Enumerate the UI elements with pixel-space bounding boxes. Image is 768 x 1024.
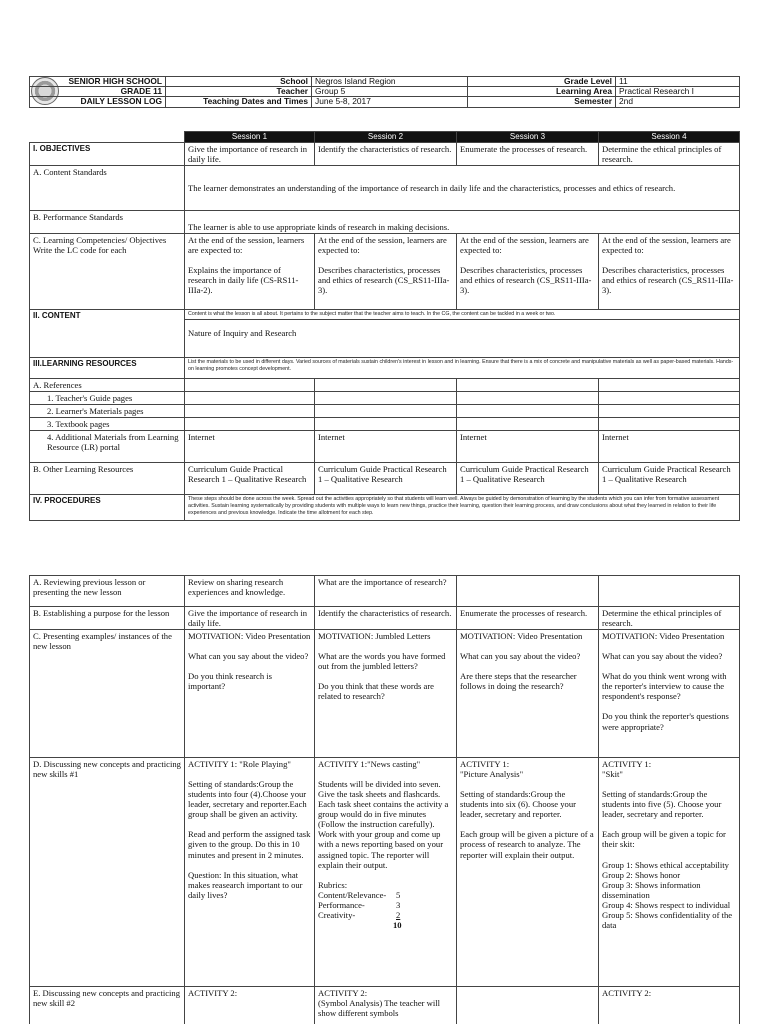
review-cell <box>457 576 599 607</box>
session-header-2: Session 2 <box>315 132 457 143</box>
purpose-label: B. Establishing a purpose for the lesson <box>30 607 185 630</box>
objective-cell: Determine the ethical principles of research. <box>599 143 740 166</box>
competency-cell: At the end of the session, learners are expected to: Explains the importance of research in daily life (CS-RS11-IIIa-2). <box>185 234 315 310</box>
learning-area-label: Learning Area <box>468 87 616 97</box>
rubric-row <box>318 890 453 900</box>
rubric-score: 2 <box>396 909 401 920</box>
other-resource-cell: Curriculum Guide Practical Research 1 – Qualitative Research <box>599 463 740 495</box>
rubric-total-row <box>318 920 453 930</box>
discussing-2-cell: ACTIVITY 2: <box>599 987 740 1024</box>
dates-label: Teaching Dates and Times <box>166 97 312 107</box>
additional-cell: Internet <box>599 431 740 463</box>
examples-cell: MOTIVATION: Video Presentation What can you say about the video? Do you think research is important? <box>185 630 315 758</box>
purpose-cell: Determine the ethical principles of research. <box>599 607 740 630</box>
grade-level-label: Grade Level <box>468 77 616 87</box>
examples-label: C. Presenting examples/ instances of the new lesson <box>30 630 185 758</box>
content-note: Content is what the lesson is all about. It pertains to the subject matter that the teacher aims to teach. In the CG, the content can be tackled in a week or two. <box>185 310 739 320</box>
content-label: II. CONTENT <box>30 310 185 358</box>
school-value: Negros Island Region <box>312 77 468 87</box>
examples-cell: MOTIVATION: Video Presentation What can you say about the video? Are there steps that the researcher follows in doing the research? <box>457 630 599 758</box>
review-cell: Review on sharing research experiences and knowledge. <box>185 576 315 607</box>
discussing-2-cell: ACTIVITY 2: (Symbol Analysis) The teacher will show different symbols <box>315 987 457 1024</box>
semester-label: Semester <box>468 97 616 107</box>
performance-standards-label: B. Performance Standards <box>30 211 185 234</box>
discussing-1-cell: ACTIVITY 1: "Role Playing" Setting of standards:Group the students into four (4).Choose your leader, secretary and reporter.Each group shall be given an activity. Read and perform the assigned task given to the group. Do this in 10 minutes and present in 2 minutes. Question: In this situation, what makes reasearch important to our daily lives? <box>185 758 315 987</box>
school-type: SENIOR HIGH SCHOOL <box>30 77 166 87</box>
session-header-4: Session 4 <box>599 132 740 143</box>
discussing-1-label: D. Discussing new concepts and practicing new skills #1 <box>30 758 185 987</box>
lesson-log-table-2 <box>29 575 740 1024</box>
rubrics-title: Rubrics: <box>318 879 348 890</box>
rubric-score: 5 <box>396 889 401 900</box>
rubric-name: Content/Relevance- <box>318 889 387 900</box>
teachers-guide-label: 1. Teacher's Guide pages <box>30 392 185 405</box>
discussing-2-cell: ACTIVITY 2: <box>185 987 315 1024</box>
discussing-1-cell-session-2 <box>315 758 457 987</box>
additional-cell: Internet <box>457 431 599 463</box>
discussing-2-label: E. Discussing new concepts and practicing new skill #2 <box>30 987 185 1024</box>
objective-cell: Give the importance of research in daily life. <box>185 143 315 166</box>
purpose-cell: Identify the characteristics of research. <box>315 607 457 630</box>
dates-value: June 5-8, 2017 <box>312 97 468 107</box>
discussing-1-cell: ACTIVITY 1: "Picture Analysis" Setting of standards:Group the students into six (6). Choose your leader, secretary and reporter. Each group will be given a picture of a process of research to analyze. The reporter will explain their output. <box>457 758 599 987</box>
grade-heading: GRADE 11 <box>30 87 166 97</box>
teacher-label: Teacher <box>166 87 312 97</box>
rubric-total: 10 <box>393 919 402 930</box>
header-table <box>29 76 740 108</box>
examples-cell: MOTIVATION: Jumbled Letters What are the words you have formed out from the jumbled letters? Do you think that these words are related to research? <box>315 630 457 758</box>
purpose-cell: Enumerate the processes of research. <box>457 607 599 630</box>
learning-resources-label: III.LEARNING RESOURCES <box>30 358 185 379</box>
references-label: A. References <box>30 379 185 392</box>
content-text: Nature of Inquiry and Research <box>188 327 297 338</box>
competency-cell: At the end of the session, learners are expected to: Describes characteristics, processes and ethics of research (CS_RS11-IIIa-3). <box>315 234 457 310</box>
rubric-row <box>318 910 453 920</box>
doc-title: DAILY LESSON LOG <box>30 97 166 107</box>
other-resources-label: B. Other Learning Resources <box>30 463 185 495</box>
school-label: School <box>166 77 312 87</box>
purpose-cell: Give the importance of research in daily life. <box>185 607 315 630</box>
examples-cell: MOTIVATION: Video Presentation What can you say about the video? What do you think went wrong with the reporter's interview to cause the respondent's response? Do you think the reporter's questions were appropriate? <box>599 630 740 758</box>
additional-cell: Internet <box>315 431 457 463</box>
rubric-name: Performance- <box>318 899 365 910</box>
news-casting-text: ACTIVITY 1:"News casting" Students will be divided into seven. Give the task sheets and flashcards. Each task sheet contains the activity a group would do in five minutes (Follow the instruction carefully). Work with your group and come up with a news reporting based on your assigned topic. The reporter will explain their output. <box>318 759 449 870</box>
other-resource-cell: Curriculum Guide Practical Research 1 – Qualitative Research <box>185 463 315 495</box>
other-resource-cell: Curriculum Guide Practical Research 1 – Qualitative Research <box>457 463 599 495</box>
textbook-label: 3. Textbook pages <box>30 418 185 431</box>
rubric-row <box>318 900 453 910</box>
rubrics <box>318 880 453 930</box>
competencies-label: C. Learning Competencies/ Objectives Write the LC code for each <box>30 234 185 310</box>
rubric-score: 3 <box>396 899 401 910</box>
discussing-2-cell <box>457 987 599 1024</box>
review-cell: What are the importance of research? <box>315 576 457 607</box>
lesson-log-table-1 <box>29 131 740 521</box>
rubric-name: Creativity- <box>318 909 356 920</box>
performance-standards-text: The learner is able to use appropriate kinds of research in making decisions. <box>185 211 740 234</box>
discussing-1-cell: ACTIVITY 1: "Skit" Setting of standards:Group the students into five (5). Choose your leader, secretary and reporter. Each group will be given a topic for their skit: Group 1: Shows ethical acceptability Group 2: Shows honor Group 3: Shows information dissemination Group 4: Shows respect to individual Group 5: Shows confidentiality of the data <box>599 758 740 987</box>
procedures-label: IV. PROCEDURES <box>30 495 185 521</box>
session-header-1: Session 1 <box>185 132 315 143</box>
objectives-label: I. OBJECTIVES <box>30 143 185 166</box>
grade-level-value: 11 <box>616 77 740 87</box>
competency-cell: At the end of the session, learners are expected to: Describes characteristics, processes and ethics of research (CS_RS11-IIIa-3). <box>457 234 599 310</box>
learners-materials-label: 2. Learner's Materials pages <box>30 405 185 418</box>
content-standards-label: A. Content Standards <box>30 166 185 211</box>
content-standards-text: The learner demonstrates an understanding of the importance of research in daily life and the characteristics, processes and ethics of research. <box>185 166 740 211</box>
objective-cell: Identify the characteristics of research. <box>315 143 457 166</box>
semester-value: 2nd <box>616 97 740 107</box>
session-header-3: Session 3 <box>457 132 599 143</box>
other-resource-cell: Curriculum Guide Practical Research 1 – Qualitative Research <box>315 463 457 495</box>
additional-cell: Internet <box>185 431 315 463</box>
learning-area-value: Practical Research I <box>616 87 740 97</box>
review-label: A. Reviewing previous lesson or presenting the new lesson <box>30 576 185 607</box>
learning-resources-note: List the materials to be used in different days. Varied sources of materials sustain children's interest in lesson and in learning. Ensure that there is a mix of concrete and manipulative materials as well as paper-based materials. Hands-on learning promotes concept development. <box>185 358 740 379</box>
procedures-note: These steps should be done across the week. Spread out the activities appropriately so that students will learn well. Always be guided by demonstration of learning by the students which you can infer from formative assessment activities. Sustain learning systematically by providing students with multiple ways to learn new things, practice their learning, question their learning process, and draw conclusions about what they learned in relation to their life experiences and previous knowledge. Indicate the time allotment for each step. <box>185 495 740 521</box>
additional-materials-label: 4. Additional Materials from Learning Resource (LR) portal <box>30 431 185 463</box>
teacher-value: Group 5 <box>312 87 468 97</box>
review-cell <box>599 576 740 607</box>
competency-cell: At the end of the session, learners are expected to: Describes characteristics, processes and ethics of research (CS_RS11-IIIa-3). <box>599 234 740 310</box>
objective-cell: Enumerate the processes of research. <box>457 143 599 166</box>
